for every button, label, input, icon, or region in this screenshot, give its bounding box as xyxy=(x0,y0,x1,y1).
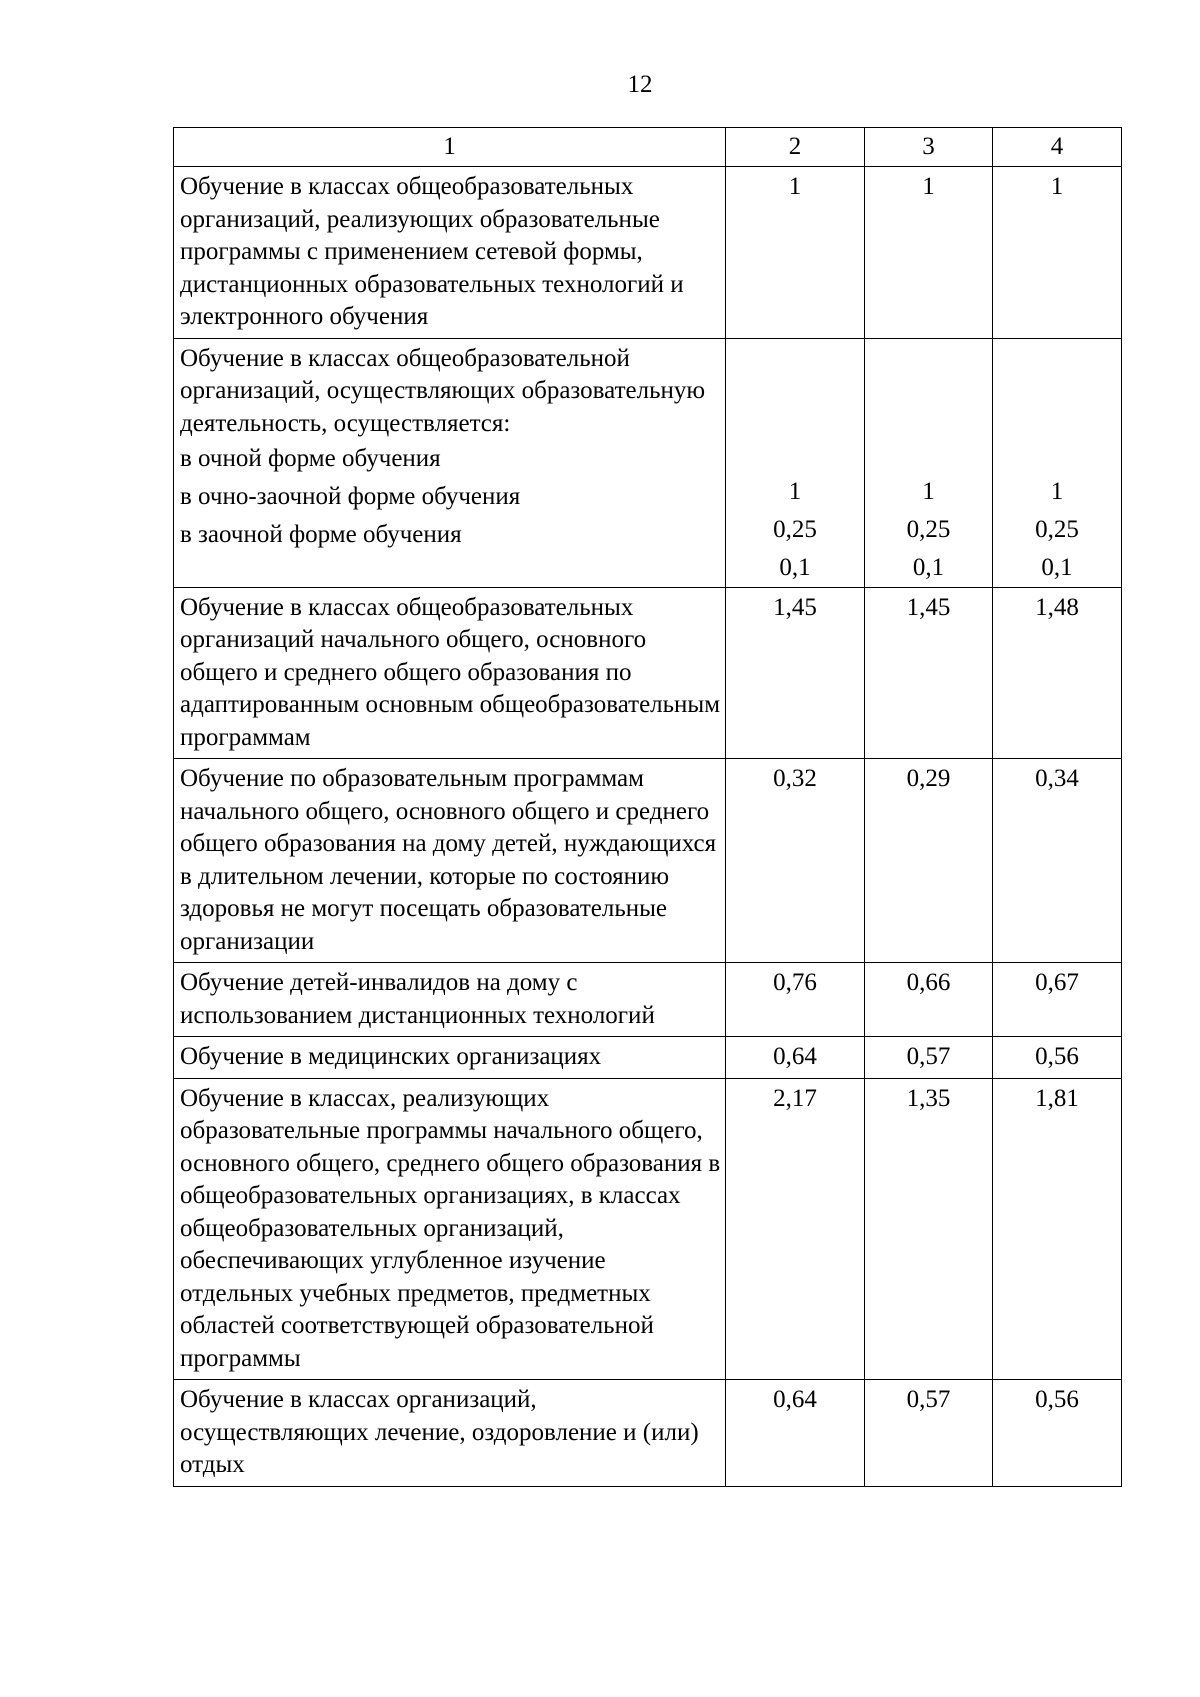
row-value-group xyxy=(865,338,993,587)
row-description-group xyxy=(174,338,726,587)
column-header: 3 xyxy=(865,128,993,167)
coefficients-table xyxy=(173,127,1122,1487)
table-row xyxy=(174,963,1122,1037)
subrow-label: в очной форме обучения xyxy=(180,445,441,472)
column-header: 2 xyxy=(726,128,865,167)
row-value: 0,32 xyxy=(726,759,865,963)
row-description: Обучение в классах, реализующих образовательные программы начального общего, основного общего, среднего общего образования в общеобразовательных организациях, в классах общеобразовательных организаций, обеспечивающих углубленное изучение отдельных учебных предметов, предметных областей соответствующей образовательной программы xyxy=(174,1078,726,1380)
row-value: 0,56 xyxy=(993,1037,1122,1079)
row-value: 1,81 xyxy=(993,1078,1122,1380)
table-row xyxy=(174,1037,1122,1079)
subrow-value: 1 xyxy=(922,477,935,505)
row-value: 0,76 xyxy=(726,963,865,1037)
subrow-label: в заочной форме обучения xyxy=(180,521,462,548)
row-value: 0,29 xyxy=(865,759,993,963)
row-description: Обучение в классах общеобразовательных организаций начального общего, основного общего и среднего общего образования по адаптированным основным общеобразовательным программам xyxy=(174,587,726,759)
row-value: 1,45 xyxy=(865,587,993,759)
table-row xyxy=(174,1380,1122,1487)
subrow-value: 1 xyxy=(1050,477,1064,505)
subrow-value: 0,1 xyxy=(1041,553,1073,581)
page-number: 12 xyxy=(627,71,653,98)
subrow-value: 1 xyxy=(788,477,802,505)
row-description: Обучение в классах организаций, осуществляющих лечение, оздоровление и (или) отдых xyxy=(174,1380,726,1487)
row-value: 0,57 xyxy=(865,1380,993,1487)
table-row xyxy=(174,167,1122,339)
row-description: Обучение по образовательным программам начального общего, основного общего и среднего общего образования на дому детей, нуждающихся в длительном лечении, которые по состоянию здоровья не могут посещать образовательные организации xyxy=(174,759,726,963)
table-row xyxy=(174,759,1122,963)
row-description: Обучение в классах общеобразовательных организаций, реализующих образовательные программы с применением сетевой формы, дистанционных образовательных технологий и электронного обучения xyxy=(174,167,726,339)
row-value: 0,64 xyxy=(726,1380,865,1487)
row-value: 0,56 xyxy=(993,1380,1122,1487)
row-value: 2,17 xyxy=(726,1078,865,1380)
subrow-value: 0,25 xyxy=(773,515,817,543)
row-description: Обучение в медицинских организациях xyxy=(174,1037,726,1079)
row-value-group xyxy=(993,338,1122,587)
row-value: 1,45 xyxy=(726,587,865,759)
subrow-value: 0,1 xyxy=(779,553,811,581)
subrow-value: 0,1 xyxy=(912,553,945,581)
row-value: 0,57 xyxy=(865,1037,993,1079)
row-value: 1,35 xyxy=(865,1078,993,1380)
table-row xyxy=(174,338,1122,587)
row-value-group xyxy=(726,338,865,587)
column-header: 1 xyxy=(174,128,726,167)
row-description: Обучение в классах общеобразовательной организаций, осуществляющих образовательную деятельность, осуществляется: xyxy=(180,344,706,437)
table-row xyxy=(174,587,1122,759)
row-value: 0,66 xyxy=(865,963,993,1037)
column-header: 4 xyxy=(993,128,1122,167)
row-value: 0,67 xyxy=(993,963,1122,1037)
row-value: 1 xyxy=(865,167,993,339)
subrow-label: в очно-заочной форме обучения xyxy=(180,483,521,510)
header-row xyxy=(174,128,1122,167)
row-value: 0,64 xyxy=(726,1037,865,1079)
subrow-value: 0,25 xyxy=(906,515,951,543)
table-row xyxy=(174,1078,1122,1380)
row-description: Обучение детей-инвалидов на дому с использованием дистанционных технологий xyxy=(174,963,726,1037)
row-value: 1,48 xyxy=(993,587,1122,759)
subrow-value: 0,25 xyxy=(1035,515,1079,543)
row-value: 1 xyxy=(993,167,1122,339)
row-value: 0,34 xyxy=(993,759,1122,963)
row-value: 1 xyxy=(726,167,865,339)
